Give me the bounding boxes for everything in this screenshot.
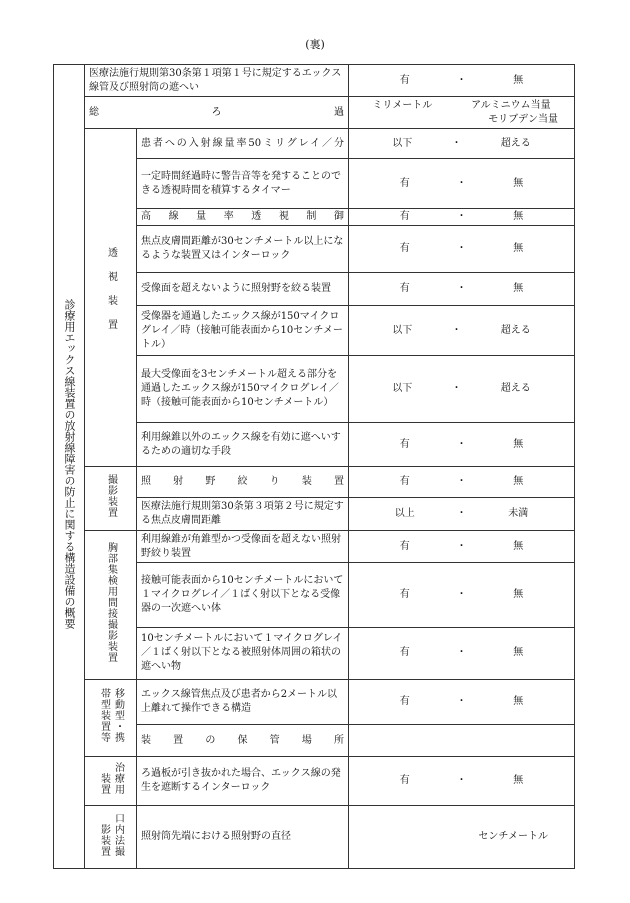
option-no[interactable]: 無 xyxy=(513,283,524,295)
fluoro-item: 一定時間経過時に警告音等を発することのできる透視時間を積算するタイマー xyxy=(137,159,349,209)
portable-group-label: 帯型装置等 移動型・携 xyxy=(85,680,137,757)
chest-screening-group-label: 胸部集検用間接撮影装置 xyxy=(85,531,137,680)
option-yes[interactable]: 有 xyxy=(399,476,410,488)
option-no[interactable]: 無 xyxy=(513,540,524,552)
chest-item: 10センチメートルにおいて１マイクログレイ／１ばく射以下となる被照射体周囲の箱状の遮へい物 xyxy=(137,627,349,680)
shielding-value xyxy=(349,65,575,97)
total-filtration-label: 総 ろ 過 xyxy=(85,97,349,128)
option-separator: ・ xyxy=(456,242,467,254)
option-separator: ・ xyxy=(456,74,467,86)
option-separator: ・ xyxy=(456,696,467,708)
option-yes[interactable]: 有 xyxy=(399,74,410,86)
option-yes[interactable]: 有 xyxy=(399,177,410,189)
option-yes[interactable]: 有 xyxy=(399,211,410,223)
chest-value xyxy=(349,531,575,562)
page-side-label: (裏) xyxy=(305,38,325,51)
option-no[interactable]: 無 xyxy=(513,476,524,488)
option-separator: ・ xyxy=(451,324,462,336)
option-less-than[interactable]: 未満 xyxy=(508,508,529,520)
option-separator: ・ xyxy=(456,775,467,787)
option-no[interactable]: 無 xyxy=(513,775,524,787)
radiography-item: 照 射 野 絞 り 装 置 xyxy=(137,467,349,497)
portable-item: エックス線管焦点及び患者から2メートル以上離れて操作できる構造 xyxy=(137,680,349,725)
dental-value xyxy=(349,806,575,869)
therapy-item: ろ過板が引き抜かれた場合、エックス線の発生を遮断するインターロック xyxy=(137,757,349,806)
option-separator: ・ xyxy=(451,382,462,394)
option-no[interactable]: 無 xyxy=(513,74,524,86)
outer-category-label: 診療用エックス線装置の放射線障害の防止に関する構造設備の概要 xyxy=(54,65,85,869)
chest-value xyxy=(349,562,575,627)
unit-millimeter: ミリメートル xyxy=(372,99,433,111)
option-no[interactable]: 無 xyxy=(513,177,524,189)
fluoro-value xyxy=(349,226,575,273)
fluoro-item: 焦点皮膚間距離が30センチメートル以上になるような装置又はインターロック xyxy=(137,226,349,273)
option-separator: ・ xyxy=(456,647,467,659)
unit-aluminum-equivalent: アルミニウム当量 xyxy=(471,99,551,111)
option-at-least[interactable]: 以上 xyxy=(394,508,415,520)
radiography-item: 医療法施行規則第30条第３項第２号に規定する焦点皮膚間距離 xyxy=(137,497,349,530)
option-separator: ・ xyxy=(456,540,467,552)
option-separator: ・ xyxy=(456,476,467,488)
fluoro-value xyxy=(349,272,575,305)
option-separator: ・ xyxy=(456,588,467,600)
fluoro-value xyxy=(349,355,575,422)
option-no[interactable]: 無 xyxy=(513,438,524,450)
option-yes[interactable]: 有 xyxy=(399,647,410,659)
fluoro-item: 受像面を超えないように照射野を絞る装置 xyxy=(137,272,349,305)
fluoro-value xyxy=(349,128,575,158)
option-yes[interactable]: 有 xyxy=(399,242,410,254)
fluoro-item: 患者への入射線量率50ミリグレイ／分 xyxy=(137,128,349,158)
fluoro-item: 受像器を通過したエックス線が150マイクログレイ／時（接触可能表面から10センチメートル） xyxy=(137,306,349,356)
option-exceeds[interactable]: 超える xyxy=(500,324,531,336)
option-no[interactable]: 無 xyxy=(513,211,524,223)
chest-item: 利用線錐が角錐型かつ受像面を超えない照射野絞り装置 xyxy=(137,531,349,562)
fluoro-value xyxy=(349,422,575,467)
option-no[interactable]: 無 xyxy=(513,647,524,659)
option-yes[interactable]: 有 xyxy=(399,696,410,708)
fluoro-value xyxy=(349,208,575,225)
structure-overview-table xyxy=(53,64,575,869)
unit-centimeter: センチメートル xyxy=(478,831,548,842)
fluoro-value xyxy=(349,159,575,209)
option-no[interactable]: 無 xyxy=(513,242,524,254)
option-yes[interactable]: 有 xyxy=(399,283,410,295)
radiography-value xyxy=(349,497,575,530)
fluoro-item: 最大受像面を3センチメートル超える部分を通過したエックス線が150マイクログレイ／時（接触可能表面から10センチメートル） xyxy=(137,355,349,422)
option-yes[interactable]: 有 xyxy=(399,588,410,600)
option-exceeds[interactable]: 超える xyxy=(500,382,531,394)
dental-group-label: 影装置 口内法撮 xyxy=(85,806,137,869)
option-separator: ・ xyxy=(451,137,462,149)
option-yes[interactable]: 有 xyxy=(399,438,410,450)
option-at-most[interactable]: 以下 xyxy=(392,137,413,149)
portable-value xyxy=(349,680,575,725)
fluoro-value xyxy=(349,306,575,356)
unit-molybdenum-equivalent: モリブデン当量 xyxy=(488,113,558,125)
total-filtration-value xyxy=(349,97,575,128)
storage-location-field[interactable] xyxy=(349,724,575,756)
option-separator: ・ xyxy=(456,438,467,450)
option-separator: ・ xyxy=(456,508,467,520)
option-no[interactable]: 無 xyxy=(513,588,524,600)
option-yes[interactable]: 有 xyxy=(399,540,410,552)
fluoroscopy-group-label: 透視装置 xyxy=(85,128,137,467)
option-separator: ・ xyxy=(456,283,467,295)
chest-item: 接触可能表面から10センチメートルにおいて１マイクログレイ／１ばく射以下となる受像器の一次遮へい体 xyxy=(137,562,349,627)
radiography-value xyxy=(349,467,575,497)
fluoro-item: 高 線 量 率 透 視 制 御 xyxy=(137,208,349,225)
option-yes[interactable]: 有 xyxy=(399,775,410,787)
option-exceeds[interactable]: 超える xyxy=(500,137,531,149)
option-at-most[interactable]: 以下 xyxy=(392,382,413,394)
dental-item: 照射筒先端における照射野の直径 xyxy=(137,806,349,869)
fluoro-item: 利用線錐以外のエックス線を有効に遮へいするための適切な手段 xyxy=(137,422,349,467)
storage-location-label: 装 置 の 保 管 場 所 xyxy=(137,724,349,756)
option-no[interactable]: 無 xyxy=(513,696,524,708)
therapy-value xyxy=(349,757,575,806)
radiography-group-label: 撮影装置 xyxy=(85,467,137,531)
option-at-most[interactable]: 以下 xyxy=(392,324,413,336)
chest-value xyxy=(349,627,575,680)
option-separator: ・ xyxy=(456,211,467,223)
shielding-item: 医療法施行規則第30条第１項第１号に規定するエックス線管及び照射筒の遮へい xyxy=(85,65,349,97)
option-separator: ・ xyxy=(456,177,467,189)
therapy-group-label: 装置 治療用 xyxy=(85,757,137,806)
